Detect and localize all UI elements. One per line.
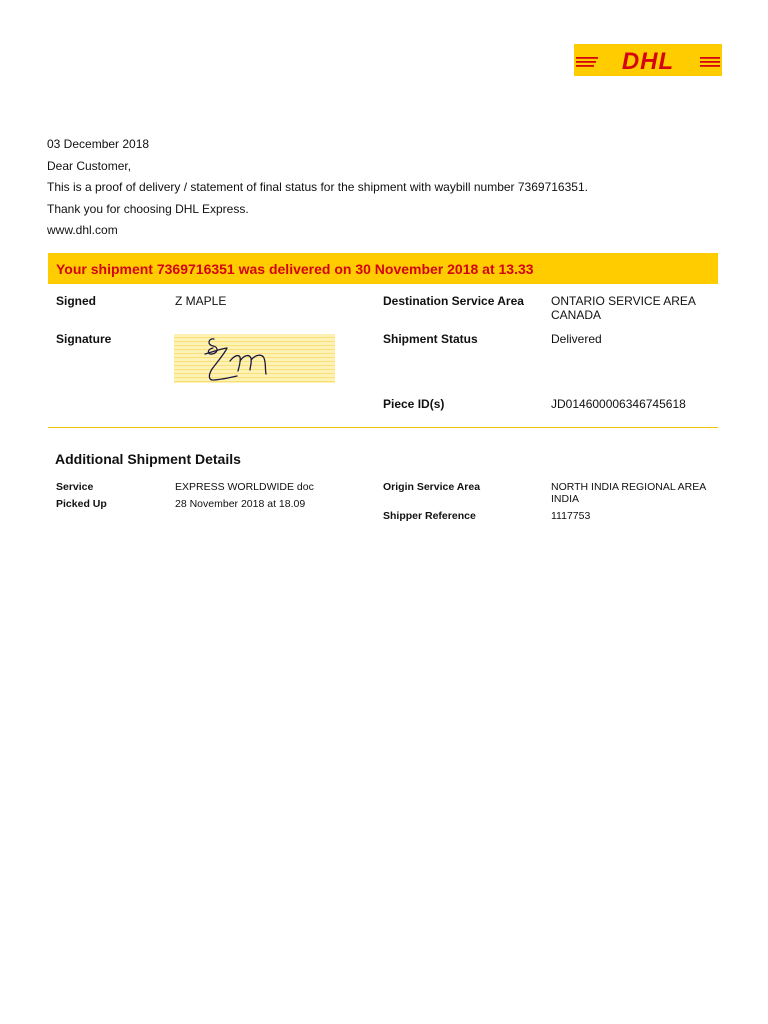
- status-label: Shipment Status: [383, 332, 478, 346]
- origin-line-2: INDIA: [551, 493, 580, 505]
- origin-value: [551, 481, 706, 505]
- letter-thanks: Thank you for choosing DHL Express.: [47, 201, 249, 216]
- shipper-reference-value: 1117753: [551, 510, 591, 522]
- picked-up-label: Picked Up: [56, 498, 107, 510]
- service-value: EXPRESS WORLDWIDE doc: [175, 481, 314, 493]
- dhl-logo: [574, 44, 722, 76]
- destination-label: Destination Service Area: [383, 294, 524, 308]
- origin-label: Origin Service Area: [383, 481, 481, 493]
- letter-statement: This is a proof of delivery / statement of final status for the shipment with waybill number 7369716351.: [47, 180, 588, 194]
- signature-image: [174, 334, 335, 383]
- shipper-reference-label: Shipper Reference: [383, 510, 476, 522]
- delivery-banner: [48, 253, 718, 284]
- letter-date: 03 December 2018: [47, 137, 150, 151]
- piece-id-label: Piece ID(s): [383, 397, 445, 411]
- signed-label: Signed: [56, 294, 97, 308]
- letter-greeting: Dear Customer,: [47, 158, 132, 173]
- piece-id-value: JD014600006346745618: [551, 397, 686, 411]
- additional-details-title: Additional Shipment Details: [55, 451, 241, 467]
- destination-line-1: ONTARIO SERVICE AREA: [551, 294, 696, 308]
- letter-intro: [47, 134, 588, 242]
- status-value: Delivered: [551, 332, 602, 346]
- picked-up-value: 28 November 2018 at 18.09: [175, 498, 306, 510]
- service-label: Service: [56, 481, 94, 493]
- delivery-banner-text: Your shipment 7369716351 was delivered on 30 November 2018 at 13.33: [56, 260, 534, 277]
- website-link[interactable]: www.dhl.com: [47, 223, 118, 237]
- section-divider: [48, 427, 718, 428]
- signature-label: Signature: [56, 332, 112, 346]
- svg-text:DHL: DHL: [621, 48, 675, 75]
- signed-value: Z MAPLE: [175, 294, 227, 308]
- destination-line-2: CANADA: [551, 308, 602, 322]
- destination-value: [551, 294, 696, 322]
- origin-line-1: NORTH INDIA REGIONAL AREA: [551, 481, 707, 493]
